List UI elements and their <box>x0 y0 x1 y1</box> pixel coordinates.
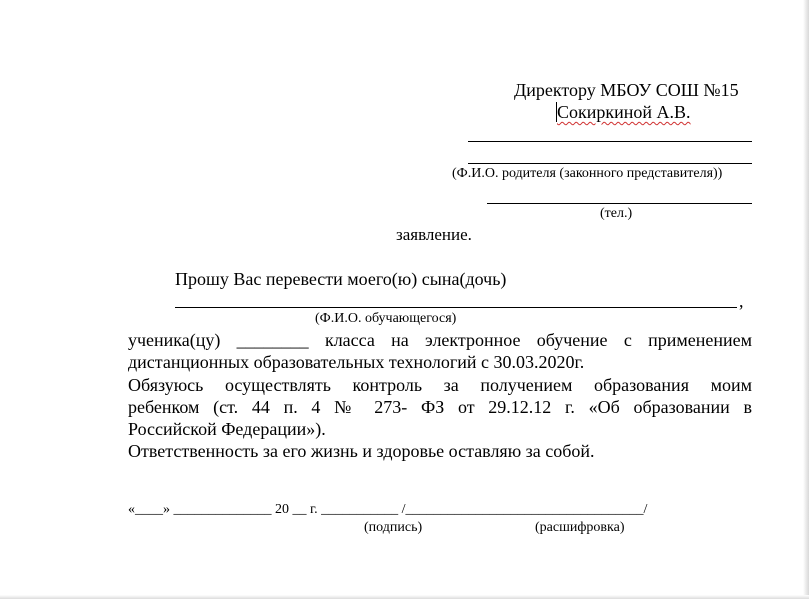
signature-caption: (подпись) <box>364 520 423 535</box>
paragraph-2-line-1: Обязуюсь осуществлять контроль за получением образования моим <box>128 375 752 395</box>
paragraph-1-line-2: дистанционных образовательных технологий с 30.03.2020г. <box>128 352 585 372</box>
paragraph-2-line-2: ребенком (ст. 44 п. 4 № 273- ФЗ от 29.12.12 г. «Об образовании в <box>128 397 752 417</box>
page-edge-shadow <box>803 0 809 599</box>
addressee-line-2 <box>557 102 691 123</box>
document-title: заявление. <box>396 225 472 244</box>
request-line: Прошу Вас перевести моего(ю) сына(дочь) <box>175 269 507 289</box>
parent-caption: (Ф.И.О. родителя (законного представителя)) <box>452 166 723 181</box>
addressee-name: Сокиркиной А.В. <box>557 102 691 122</box>
paragraph-1-line-1: ученика(цу) ________ класса на электронное обучение с применением <box>128 330 752 350</box>
parent-name-line-2 <box>468 163 752 164</box>
student-caption: (Ф.И.О. обучающегося) <box>315 311 457 326</box>
paragraph-2-line-3: Российской Федерации»). <box>128 419 326 439</box>
parent-name-line-1 <box>468 141 752 142</box>
request-comma: , <box>739 291 744 311</box>
student-name-line <box>175 307 737 308</box>
paragraph-3: Ответственность за его жизнь и здоровье оставляю за собой. <box>128 441 595 461</box>
page-bottom-shadow <box>0 595 809 599</box>
phone-line <box>487 203 752 204</box>
signature-line: «____» ______________ 20 __ г. ___________ /__________________________________/ <box>128 502 648 517</box>
decode-caption: (расшифровка) <box>535 520 625 535</box>
text-cursor <box>556 102 557 122</box>
addressee-line-1: Директору МБОУ СОШ №15 <box>514 80 739 100</box>
phone-caption: (тел.) <box>600 206 633 221</box>
